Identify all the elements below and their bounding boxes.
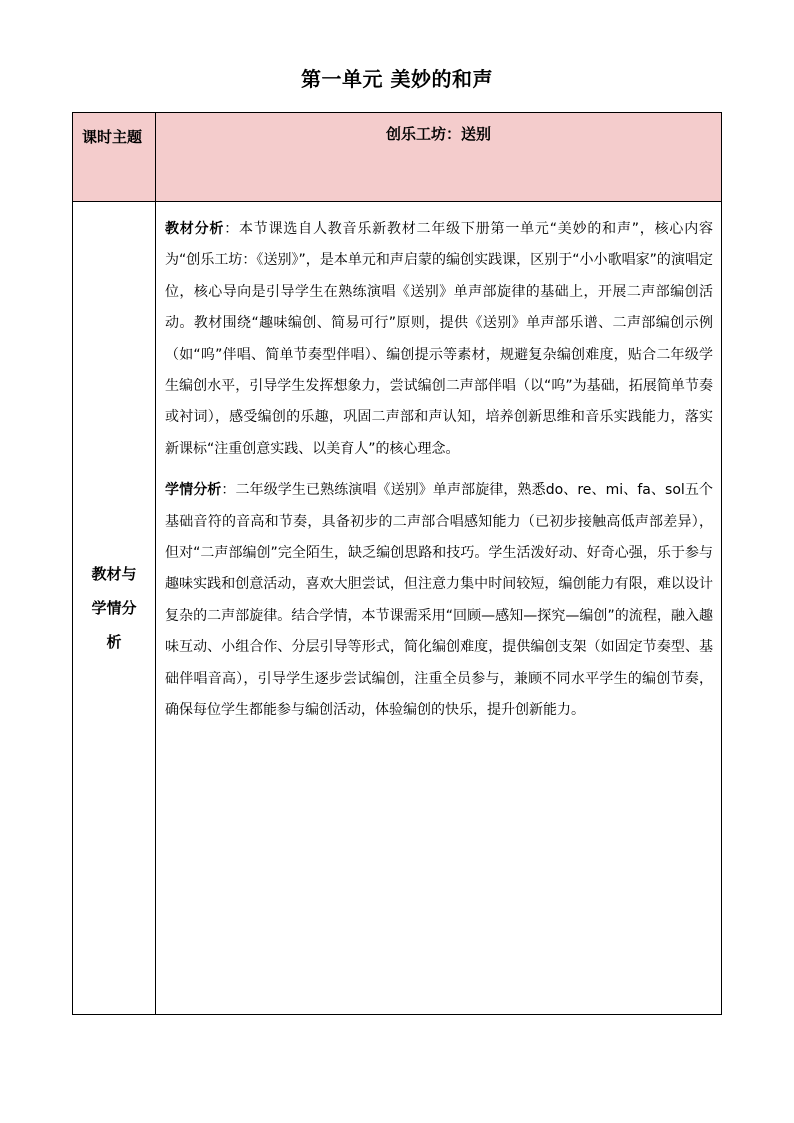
analysis-label-line3: 析 xyxy=(106,633,122,651)
analysis-label-line2: 学情分 xyxy=(91,599,137,617)
student-analysis-text: ：二年级学生已熟练演唱《送别》单声部旋律，熟悉do、re、mi、fa、sol五个基础音符的音高和节奏，具备初步的二声部合唱感知能力（已初步接触高低声部差异），但对“二声部编创”完全陌生，缺乏编创思路和技巧。学生活泼好动、好奇心强，乐于参与趣味实践和创意活动，喜欢大胆尝试，但注意力集中时间较短，编创能力有限，难以设计复杂的二声部旋律。结合学情，本节课需采用“回顾—感知—探究—编创”的流程，融入趣味互动、小组合作、分层引导等形式，简化编创难度，提供编创支架（如固定节奏型、基础伴唱音高），引导学生逐步尝试编创，注重全员参与，兼顾不同水平学生的编创节奏，确保每位学生都能参与编创活动，体验编创的快乐，提升创新能力。 xyxy=(165,482,714,719)
student-analysis-paragraph xyxy=(165,475,713,726)
analysis-content-cell xyxy=(156,202,722,1015)
student-analysis-heading: 学情分析 xyxy=(165,482,222,499)
material-analysis-paragraph xyxy=(165,214,713,465)
lesson-topic: 创乐工坊：送别 xyxy=(385,125,491,143)
analysis-row xyxy=(73,202,722,1015)
lesson-table xyxy=(72,112,722,1015)
page-title: 第一单元 美妙的和声 xyxy=(301,67,493,91)
analysis-label-line1: 教材与 xyxy=(91,565,137,583)
header-topic-cell xyxy=(156,113,722,202)
table-header-row xyxy=(73,113,722,202)
header-label: 课时主题 xyxy=(82,128,143,146)
header-label-cell xyxy=(73,113,156,202)
material-analysis-text: ：本节课选自人教音乐新教材二年级下册第一单元“美妙的和声”，核心内容为“创乐工坊：《送别》”，是本单元和声启蒙的编创实践课，区别于“小小歌唱家”的演唱定位，核心导向是引导学生在熟练演唱《送别》单声部旋律的基础上，开展二声部编创活动。教材围绕“趣味编创、简易可行”原则，提供《送别》单声部乐谱、二声部编创示例（如“呜”伴唱、简单节奏型伴唱）、编创提示等素材，规避复杂编创难度，贴合二年级学生编创水平，引导学生发挥想象力，尝试编创二声部伴唱（以“呜”为基础，拓展简单节奏或衬词），感受编创的乐趣，巩固二声部和声认知，培养创新思维和音乐实践能力，落实新课标“注重创意实践、以美育人”的核心理念。 xyxy=(165,221,713,457)
material-analysis-heading: 教材分析 xyxy=(165,221,225,237)
analysis-label-cell xyxy=(73,202,156,1015)
